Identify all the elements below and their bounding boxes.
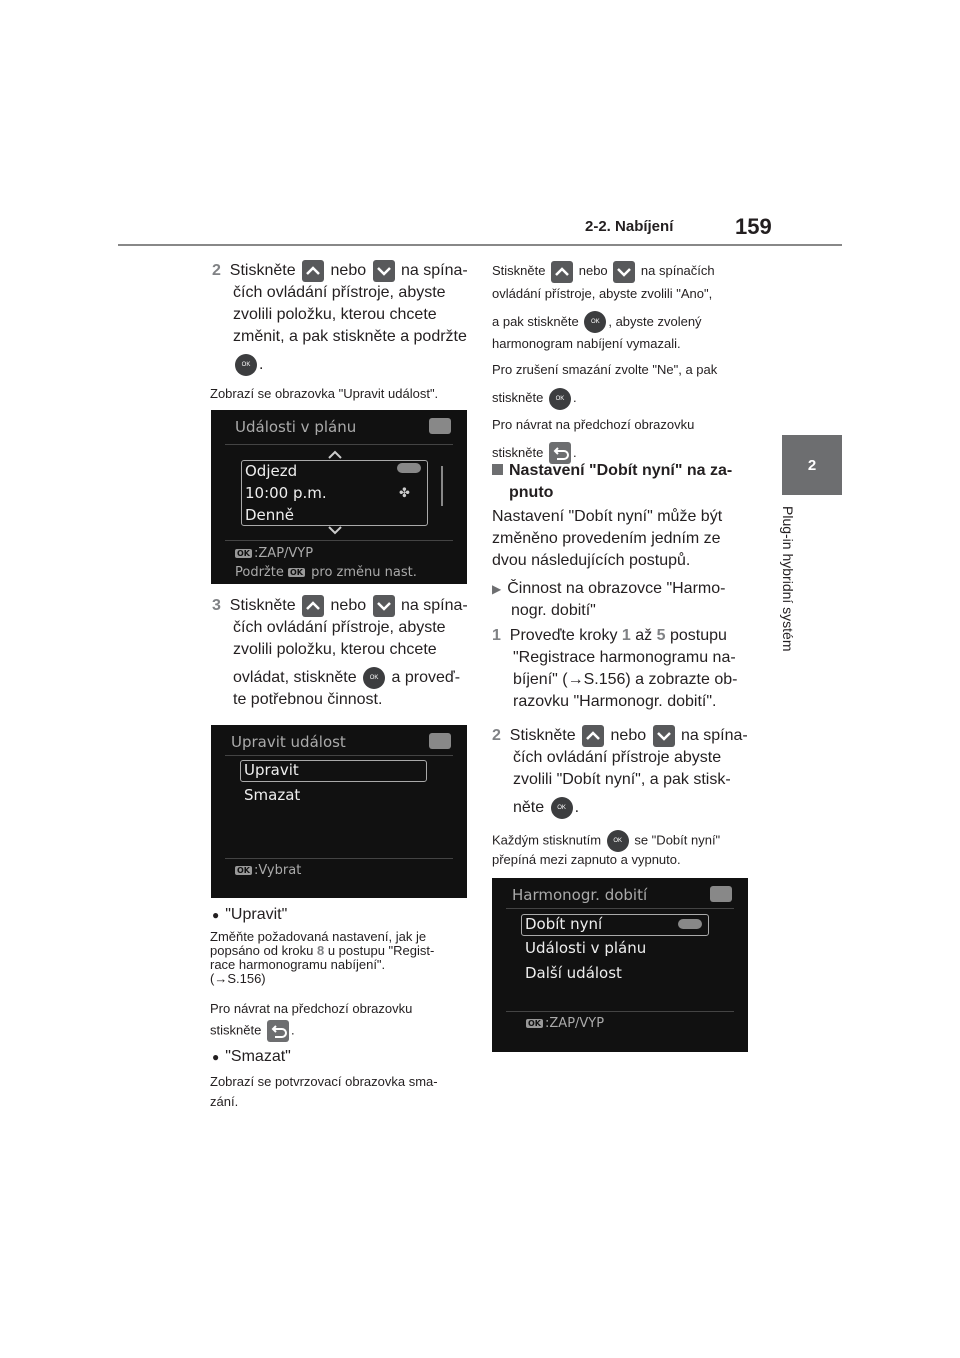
step-text: něte <box>513 799 545 817</box>
header-rule <box>118 244 842 246</box>
ok-button-icon: OK <box>584 311 606 333</box>
footer-hint: OK :ZAP/VYP <box>528 1016 605 1031</box>
para-text: změněno provedením jedním ze <box>492 530 721 547</box>
step-text: Stiskněte <box>229 597 296 615</box>
footer-hint: OK :Vybrat <box>237 863 302 878</box>
step-text: nebo <box>330 597 367 615</box>
square-bullet-icon <box>492 464 503 475</box>
toggle-icon <box>678 919 702 929</box>
back-icon <box>710 886 732 902</box>
screen-edit-event <box>211 725 467 898</box>
note-text: (→S.156) <box>210 971 266 986</box>
note-text: na spínačích <box>640 263 715 278</box>
step-number: 3 <box>212 597 221 615</box>
ok-button-icon: OK <box>549 388 571 410</box>
bullet-edit: ● "Upravit" <box>212 904 287 926</box>
note-delete <box>210 1072 480 1112</box>
note-text: Pro zrušení smazání zvolte "Ne", a pak <box>492 362 718 378</box>
step-number: 2 <box>492 727 501 745</box>
heading-text: Nastavení "Dobít nyní" na za- <box>509 462 733 479</box>
step-text: . <box>259 356 264 374</box>
down-button-icon <box>653 725 675 747</box>
step-text: Proveďte kroky <box>509 627 618 644</box>
step-text: až <box>635 627 653 644</box>
ok-button-icon: OK <box>363 667 385 689</box>
step-text: nebo <box>330 262 367 280</box>
step-number: 1 <box>492 627 501 644</box>
note-text: Stiskněte <box>492 263 546 278</box>
footer-text: pro změnu nast. <box>311 565 417 580</box>
footer-text: Podržte <box>235 565 284 580</box>
down-button-icon <box>613 261 635 283</box>
note-text: , abyste zvolený <box>608 313 702 329</box>
back-button-icon <box>267 1020 289 1042</box>
screen-title: Harmonogr. dobití <box>512 886 648 904</box>
subheading <box>492 578 762 622</box>
step-text: čích ovládání přístroje, abyste <box>233 284 446 302</box>
page-number: 159 <box>735 214 772 239</box>
note-edit <box>210 930 480 986</box>
section-heading <box>492 460 762 504</box>
menu-item-edit: Upravit <box>244 761 299 779</box>
note-text: race harmonogramu nabíjení". <box>210 957 386 972</box>
footer-text: ZAP/VYP <box>258 546 314 561</box>
step-text: na spína- <box>681 727 748 745</box>
note-text: zání. <box>210 1094 239 1109</box>
step-text: na spína- <box>401 262 468 280</box>
step-text: Stiskněte <box>229 262 296 280</box>
step-3 <box>212 595 472 711</box>
step-text: nebo <box>610 727 647 745</box>
ok-key-icon: OK <box>528 1019 541 1028</box>
step-text: zvolili položku, kterou chcete <box>233 306 437 324</box>
menu-item-charge-now: Dobít nyní <box>525 915 603 933</box>
note-text: . <box>572 390 577 406</box>
para-text: dvou následujících postupů. <box>492 552 691 569</box>
step-text: te potřebnou činnost. <box>233 691 383 709</box>
step-text: a proveď- <box>391 669 461 687</box>
note-text: stiskněte <box>210 1022 262 1038</box>
ok-key-icon: OK <box>237 549 250 558</box>
note-text: a pak stiskněte <box>492 313 579 329</box>
note-text: nebo <box>578 263 608 278</box>
paragraph <box>492 506 762 572</box>
triangle-bullet-icon: ▶ <box>492 582 502 596</box>
bullet-delete: ● "Smazat" <box>212 1046 291 1068</box>
screen-title: Události v plánu <box>235 418 357 436</box>
step-text: razovku "Harmonogr. dobití". <box>513 693 717 710</box>
chapter-number: 2 <box>807 456 817 474</box>
chapter-tab <box>782 435 842 495</box>
screen-title: Upravit událost <box>231 733 346 751</box>
toggle-icon <box>397 463 421 473</box>
sub-text: nogr. dobití" <box>511 602 596 619</box>
chapter-label: Plug-in hybridní systém <box>780 506 796 652</box>
step-text: čích ovládání přístroje, abyste <box>233 619 446 637</box>
event-repeat: Denně <box>245 506 295 524</box>
chevron-down-icon <box>328 525 342 535</box>
para-text: Nastavení "Dobít nyní" může být <box>492 508 723 525</box>
note-text: se "Dobít nyní" <box>634 832 721 848</box>
ok-button-icon: OK <box>235 354 257 376</box>
divider <box>225 858 453 859</box>
screen-charge-schedule <box>492 878 748 1052</box>
divider <box>506 908 734 909</box>
note-1: Zobrazí se obrazovka "Upravit událost". <box>210 386 439 401</box>
back-icon <box>429 418 451 434</box>
note-text: Každým stisknutím <box>492 832 602 848</box>
sub-text: Činnost na obrazovce "Harmo- <box>507 580 726 597</box>
step-text: ovládat, stiskněte <box>233 669 357 687</box>
note-text: stiskněte <box>492 444 544 460</box>
step-text: na spína- <box>401 597 468 615</box>
section-title: 2-2. Nabíjení <box>585 218 674 235</box>
divider <box>225 444 453 445</box>
footer-text: Vybrat <box>258 863 302 878</box>
note-text: přepíná mezi zapnuto a vypnuto. <box>492 852 681 867</box>
up-button-icon <box>551 261 573 283</box>
menu-item-events: Události v plánu <box>525 939 647 957</box>
chevron-up-icon <box>328 450 342 460</box>
note-text: Změňte požadovaná nastavení, jak je <box>210 929 427 944</box>
scrollbar-icon <box>441 466 443 506</box>
event-time: 10:00 p.m. <box>245 484 327 502</box>
down-button-icon <box>373 595 395 617</box>
event-name: Odjezd <box>245 462 298 480</box>
step-text: "Registrace harmonogramu na- <box>513 649 736 666</box>
footer-text: ZAP/VYP <box>549 1016 605 1031</box>
step-text: čích ovládání přístroje abyste <box>513 749 722 767</box>
back-icon <box>429 733 451 749</box>
step-ref: 5 <box>656 627 666 644</box>
divider <box>225 540 453 541</box>
note-toggle <box>492 830 762 867</box>
step-text: zvolili položku, kterou chcete <box>233 641 437 659</box>
step-ref: 1 <box>621 627 631 644</box>
note-text: Pro návrat na předchozí obrazovku <box>492 416 695 432</box>
note-text: popsáno od kroku <box>210 943 314 958</box>
note-text: stiskněte <box>492 390 544 406</box>
note-text: Zobrazí se potvrzovací obrazovka sma- <box>210 1074 438 1089</box>
ok-button-icon: OK <box>607 830 629 852</box>
heading-text: pnuto <box>509 484 554 501</box>
footer-hint-1: OK :ZAP/VYP <box>237 546 314 561</box>
footer-hint-2 <box>235 565 417 580</box>
step-text: . <box>574 799 580 817</box>
step-number: 2 <box>212 262 221 280</box>
chapter-label-wrap <box>772 506 812 666</box>
note-text: ovládání přístroje, abyste zvolili "Ano", <box>492 285 713 301</box>
step-text: Stiskněte <box>509 727 576 745</box>
ok-key-icon: OK <box>237 866 250 875</box>
step-text: zvolili "Dobít nyní", a pak stisk- <box>513 771 731 789</box>
delete-instructions <box>492 260 762 464</box>
up-button-icon <box>582 725 604 747</box>
up-button-icon <box>302 260 324 282</box>
step-text: bíjení" (→S.156) a zobrazte ob- <box>513 671 738 688</box>
screen-events-schedule <box>211 410 467 584</box>
fan-icon: ✤ <box>399 486 410 501</box>
right-step-1 <box>492 625 762 713</box>
note-text: u postupu "Regist- <box>327 943 435 958</box>
divider <box>225 755 453 756</box>
divider <box>506 1011 734 1012</box>
note-back: stiskněte . <box>210 1020 295 1042</box>
step-text: změnit, a pak stiskněte a podržte <box>233 328 467 346</box>
note-text: . <box>572 444 577 460</box>
ok-button-icon: OK <box>551 797 573 819</box>
up-button-icon <box>302 595 324 617</box>
menu-item-next-event: Další událost <box>525 964 622 982</box>
note-text: harmonogram nabíjení vymazali. <box>492 336 681 352</box>
ok-key-icon: OK <box>290 568 303 577</box>
step-text: postupu <box>669 627 727 644</box>
step-ref: 8 <box>316 943 325 958</box>
step-2 <box>212 260 472 376</box>
menu-item-delete: Smazat <box>244 786 301 804</box>
note-text: Pro návrat na předchozí obrazovku <box>210 1001 413 1016</box>
down-button-icon <box>373 260 395 282</box>
right-step-2 <box>492 725 762 819</box>
